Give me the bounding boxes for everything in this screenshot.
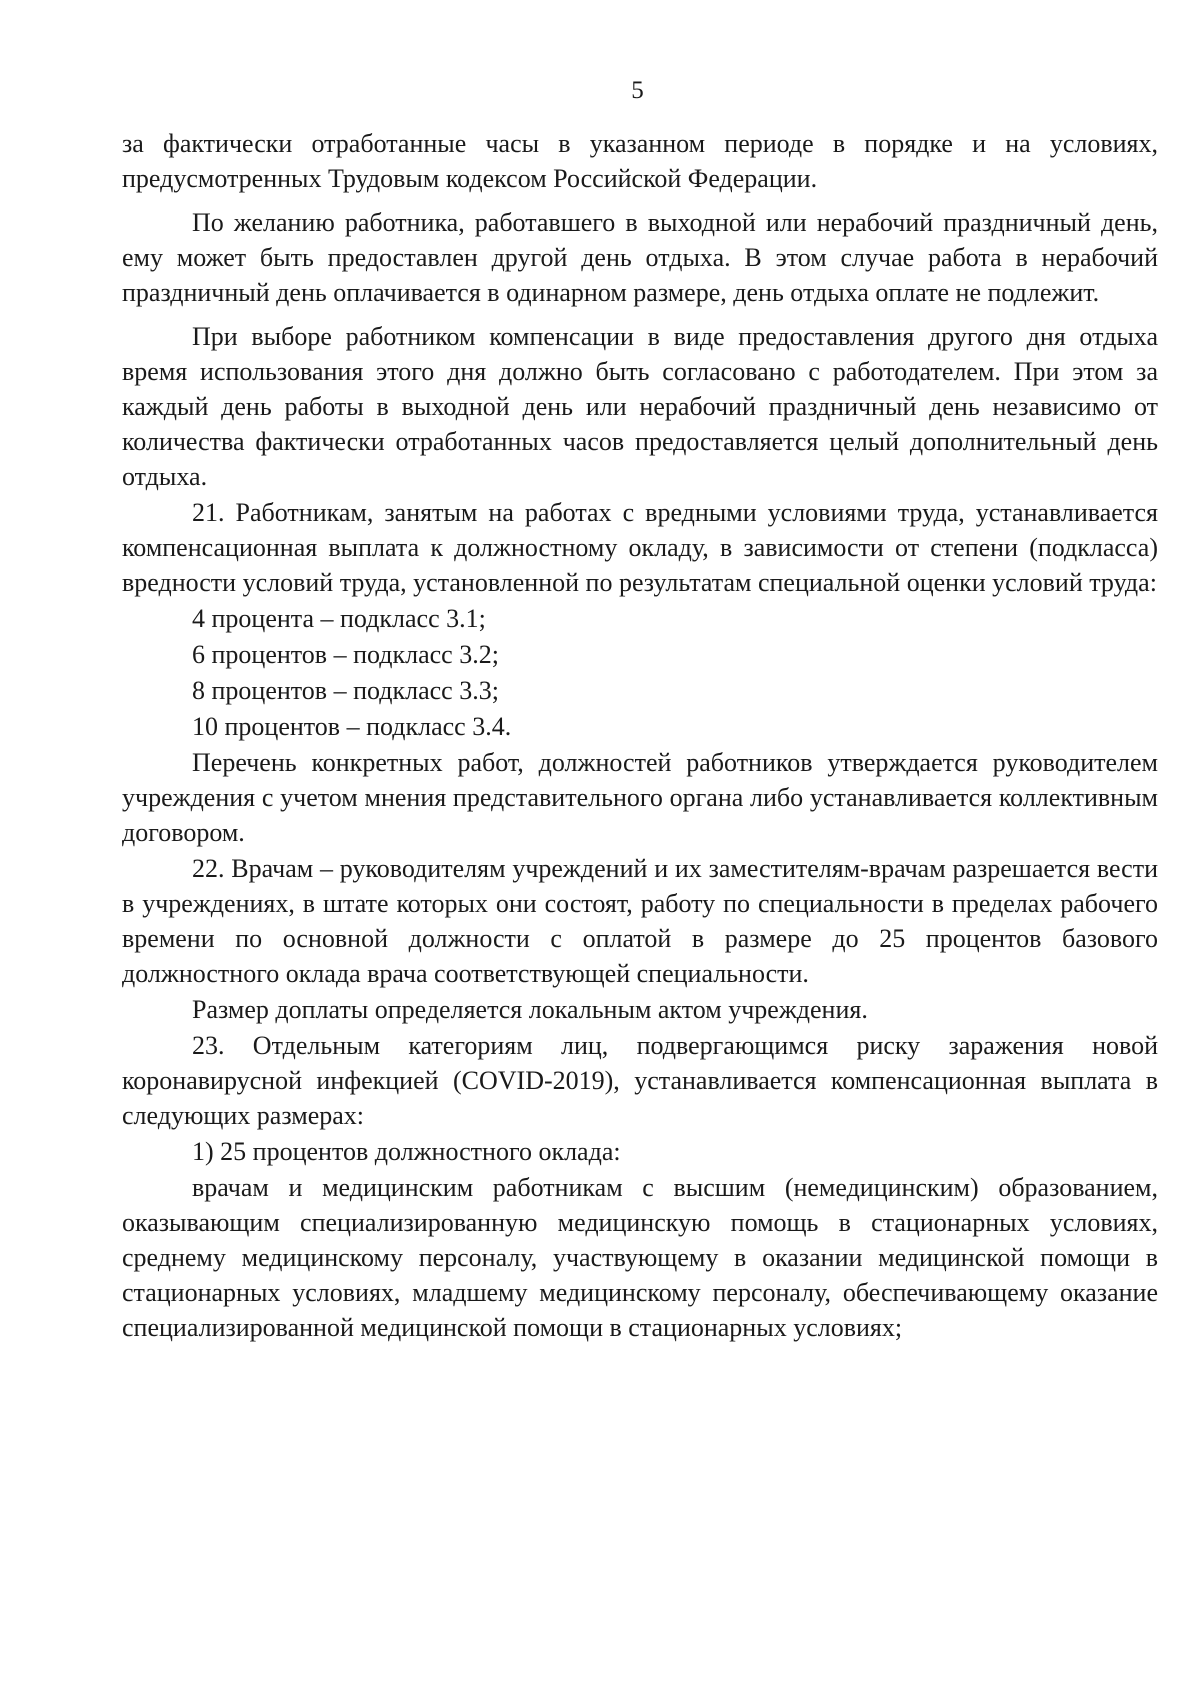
- paragraph-item-21: 21. Работникам, занятым на работах с вредными условиями труда, устанавливается компенсационная выплата к должностному окладу, в зависимости от степени (подкласса) вредности условий труда, установленной по результатам специальной оценки условий труда:: [122, 498, 1158, 597]
- paragraph-surcharge-size: Размер доплаты определяется локальным актом учреждения.: [192, 995, 868, 1024]
- paragraph-item-23: 23. Отдельным категориям лиц, подвергающимся риску заражения новой коронавирусной инфекцией (COVID-2019), устанавливается компенсационная выплата в следующих размерах:: [122, 1031, 1158, 1130]
- document-body: [122, 126, 1158, 1346]
- paragraph-compensation-choice: При выборе работником компенсации в виде предоставления другого дня отдыха время использования этого дня должно быть согласовано с работодателем. При этом за каждый день работы в выходной день или нерабочий праздничный день независимо от количества фактически отработанных часов предоставляется целый дополнительный день отдыха.: [122, 322, 1158, 491]
- paragraph-item-22: 22. Врачам – руководителям учреждений и их заместителям-врачам разрешается вести в учреждениях, в штате которых они состоят, работу по специальности в пределах рабочего времени по основной должности с оплатой в размере до 25 процентов базового должностного оклада врача соответствующей специальности.: [122, 854, 1158, 988]
- list-item-25-percent: 1) 25 процентов должностного оклада:: [192, 1137, 621, 1166]
- page-number: 5: [631, 77, 644, 104]
- paragraph-continuation: за фактически отработанные часы в указанном периоде в порядке и на условиях, предусмотренных Трудовым кодексом Российской Федерации.: [122, 129, 1158, 193]
- paragraph-doctors-categories: врачам и медицинским работникам с высшим (немедицинским) образованием, оказывающим специализированную медицинскую помощь в стационарных условиях, среднему медицинскому персоналу, участвующему в оказании медицинской помощи в стационарных условиях, младшему медицинскому персоналу, обеспечивающему оказание специализированной медицинской помощи в стационарных условиях;: [122, 1173, 1158, 1342]
- list-item-subclass-3-3: 8 процентов – подкласс 3.3;: [192, 676, 499, 705]
- list-item-subclass-3-1: 4 процента – подкласс 3.1;: [192, 604, 486, 633]
- list-item-subclass-3-4: 10 процентов – подкласс 3.4.: [192, 712, 512, 741]
- paragraph-works-list: Перечень конкретных работ, должностей работников утверждается руководителем учреждения с учетом мнения представительного органа либо устанавливается коллективным договором.: [122, 748, 1158, 847]
- list-item-subclass-3-2: 6 процентов – подкласс 3.2;: [192, 640, 499, 669]
- paragraph-day-off-option: По желанию работника, работавшего в выходной или нерабочий праздничный день, ему может быть предоставлен другой день отдыха. В этом случае работа в нерабочий праздничный день оплачивается в одинарном размере, день отдыха оплате не подлежит.: [122, 208, 1158, 307]
